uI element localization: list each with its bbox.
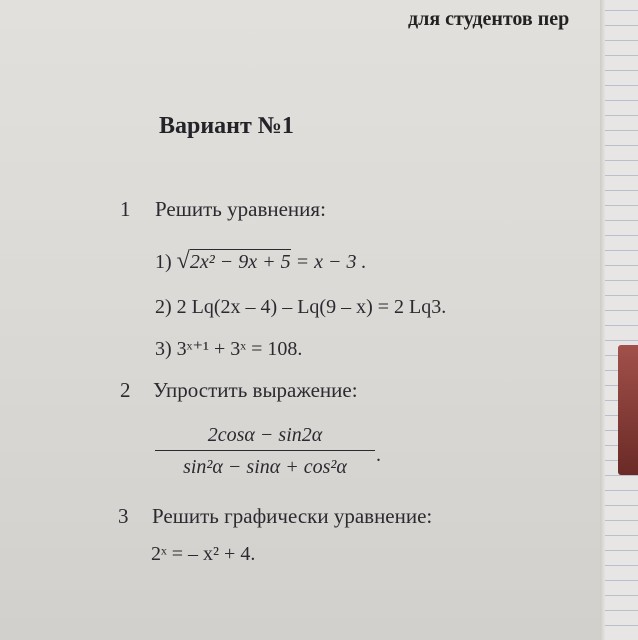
fraction-numerator: 2cosα − sin2α [207, 424, 323, 446]
equation-rhs: = x − 3 . [295, 251, 367, 273]
item-label: 2) [155, 296, 172, 318]
fraction-end-dot: . [376, 444, 381, 466]
notebook-background [605, 0, 638, 640]
task-3-equation: 2ˣ = – x² + 4. [151, 543, 256, 565]
equation-text: 3ˣ⁺¹ + 3ˣ = 108. [176, 338, 303, 360]
variant-title: Вариант №1 [159, 113, 294, 139]
task-3-number: 3 [118, 504, 129, 528]
fraction-bar [155, 450, 375, 451]
task-1-number: 1 [120, 197, 131, 221]
fraction-denominator: sin²α − sinα + cos²α [183, 456, 347, 478]
task-2-number: 2 [120, 378, 131, 402]
task-1-title: Решить уравнения: [155, 197, 326, 221]
task-1-item-2 [155, 296, 446, 319]
item-label: 3) [155, 338, 172, 360]
fraction [155, 424, 375, 479]
red-object [618, 345, 638, 475]
square-root: √2x² − 9x + 5 [176, 248, 291, 274]
radicand: 2x² − 9x + 5 [189, 251, 291, 273]
task-1-item-3 [155, 336, 302, 361]
equation-text: 2 Lq(2x – 4) – Lq(9 – x) = 2 Lq3. [176, 296, 447, 318]
task-3-title: Решить графически уравнение: [152, 504, 433, 528]
item-label: 1) [155, 251, 172, 273]
task-2-title: Упростить выражение: [153, 378, 358, 402]
header-text: для студентов пер [408, 8, 570, 30]
task-1-item-1 [155, 248, 366, 275]
